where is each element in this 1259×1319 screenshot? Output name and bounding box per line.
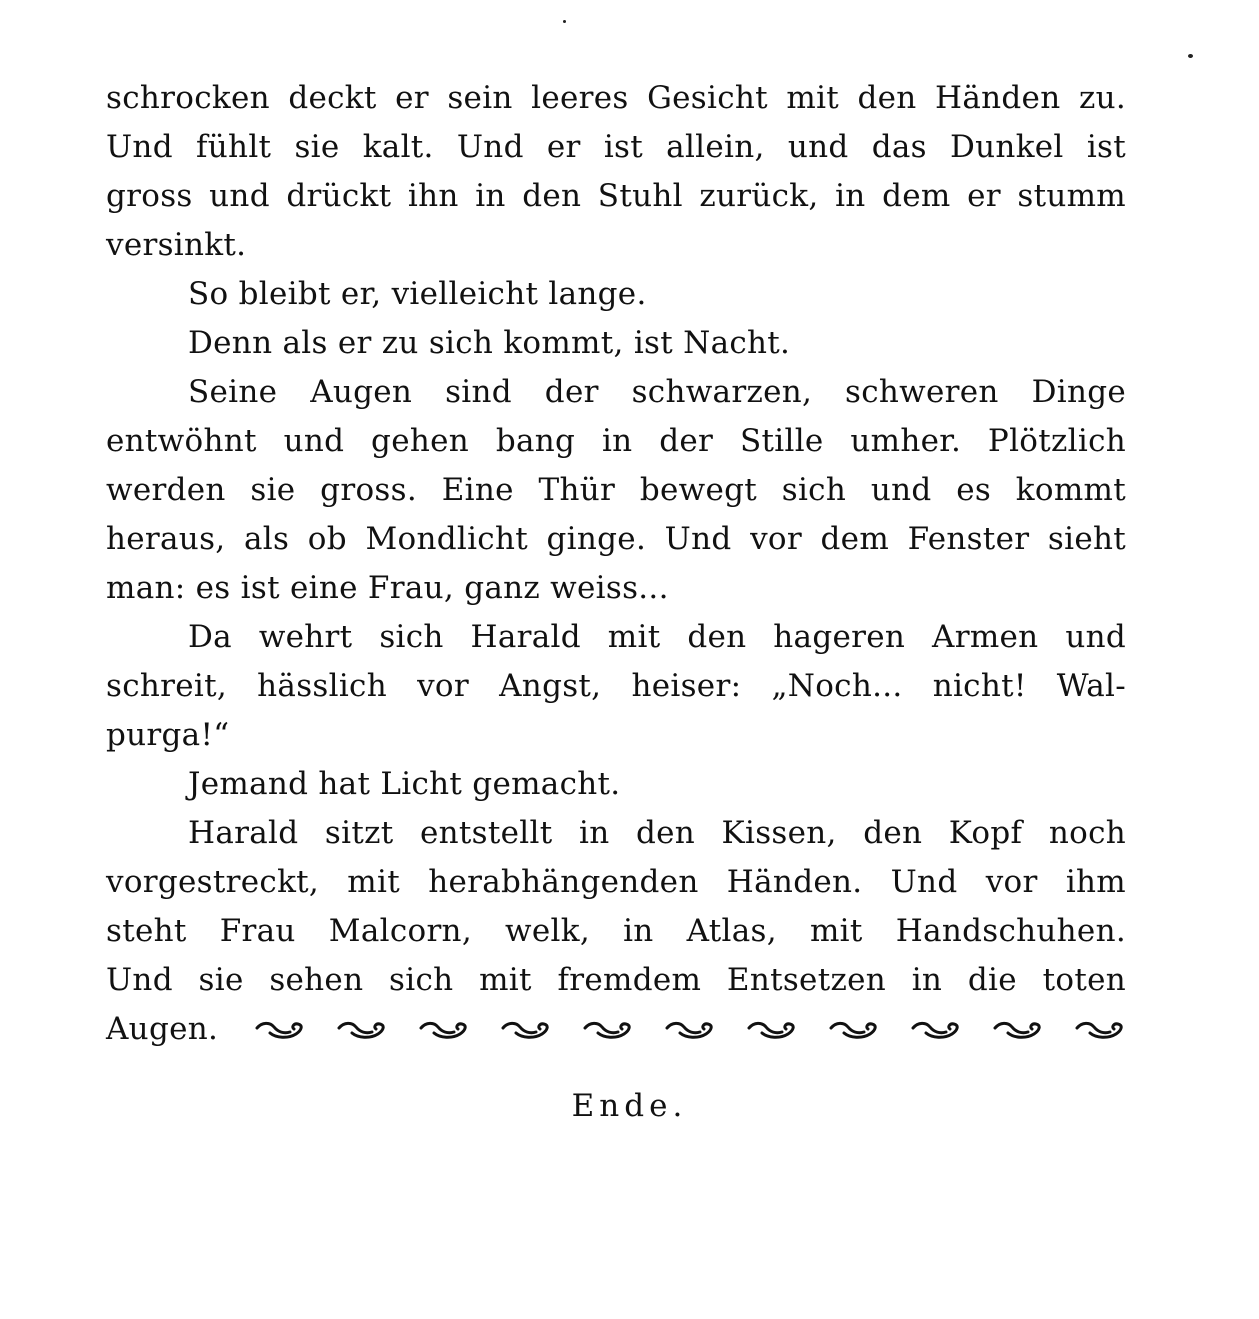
text-line: Denn als er zu sich kommt, ist Nacht.: [188, 325, 791, 361]
text-line: entwöhnt und gehen bang in der Stille umher. Plötzlich: [106, 423, 1126, 459]
ending-text: Ende.: [571, 1088, 688, 1124]
text-line: gross und drückt ihn in den Stuhl zurück, in dem er stumm: [106, 178, 1126, 214]
text-line: purga!“: [106, 717, 230, 753]
text-line: steht Frau Malcorn, welk, in Atlas, mit Handschuhen.: [106, 913, 1126, 949]
text-line: man: es ist eine Frau, ganz weiss...: [106, 570, 669, 606]
swirl-ornament-icon: [336, 1019, 388, 1041]
text-line: Harald sitzt entstellt in den Kissen, den Kopf noch: [188, 815, 1126, 851]
text-line: Seine Augen sind der schwarzen, schweren Dinge: [188, 374, 1126, 410]
text-line: vorgestreckt, mit herabhängenden Händen. Und vor ihm: [106, 864, 1126, 900]
text-line: Augen.: [106, 1011, 219, 1047]
text-line: Jemand hat Licht gemacht.: [188, 766, 621, 802]
swirl-ornament-icon: [664, 1019, 716, 1041]
ink-speck: [563, 20, 566, 23]
text-line: Da wehrt sich Harald mit den hageren Armen und: [188, 619, 1126, 655]
swirl-ornament-icon: [582, 1019, 634, 1041]
swirl-ornament-icon: [910, 1019, 962, 1041]
text-line: So bleibt er, vielleicht lange.: [188, 276, 647, 312]
swirl-ornament-icon: [1074, 1019, 1126, 1041]
swirl-ornament-icon: [828, 1019, 880, 1041]
text-line: Und fühlt sie kalt. Und er ist allein, und das Dunkel ist: [106, 129, 1126, 165]
body-text: [106, 74, 1126, 1054]
swirl-ornament-icon: [746, 1019, 798, 1041]
ink-speck: [1188, 54, 1193, 58]
text-line: schrocken deckt er sein leeres Gesicht mit den Händen zu.: [106, 80, 1126, 116]
swirl-ornament-icon: [500, 1019, 552, 1041]
final-line: [106, 1005, 1126, 1054]
text-line: schreit, hässlich vor Angst, heiser: „Noch... nicht! Wal-: [106, 668, 1126, 704]
text-line: versinkt.: [106, 227, 247, 263]
text-line: Und sie sehen sich mit fremdem Entsetzen in die toten: [106, 962, 1126, 998]
swirl-ornament-icon: [254, 1019, 306, 1041]
swirl-ornament-icon: [418, 1019, 470, 1041]
text-line: heraus, als ob Mondlicht ginge. Und vor dem Fenster sieht: [106, 521, 1126, 557]
text-line: werden sie gross. Eine Thür bewegt sich und es kommt: [106, 472, 1126, 508]
ornament-row: [254, 1019, 1126, 1041]
swirl-ornament-icon: [992, 1019, 1044, 1041]
